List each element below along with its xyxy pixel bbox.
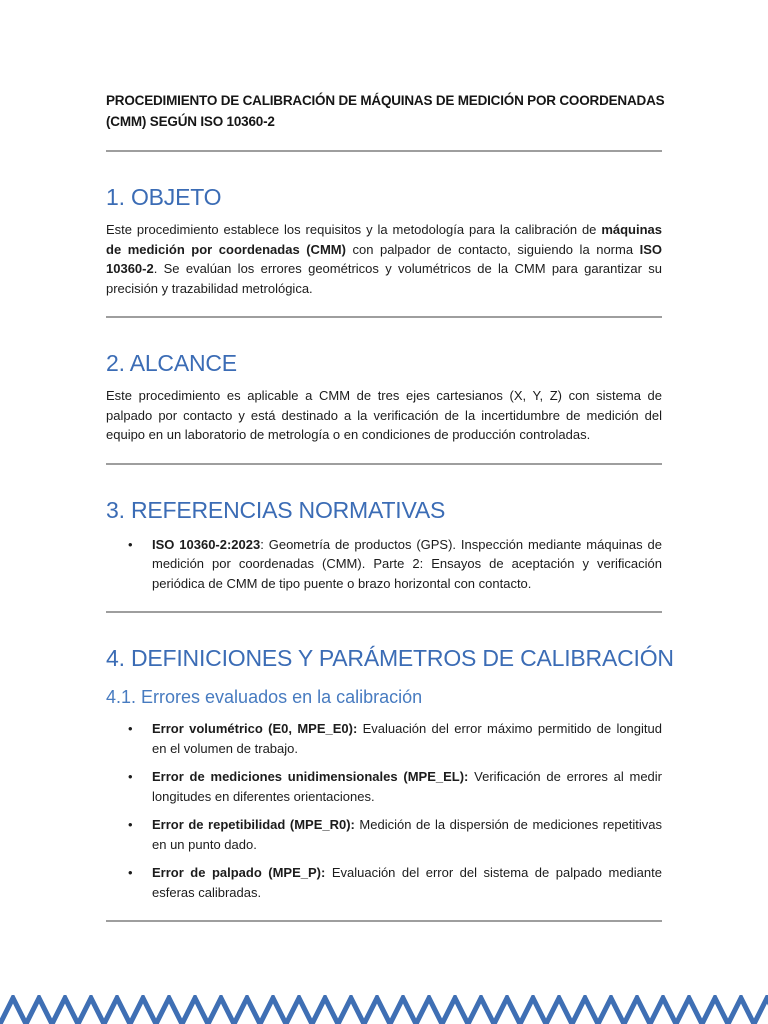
- list-item-text: Error de mediciones unidimensionales (MPE_EL): Verificación de errores al medir longitudes en diferentes orientaciones.: [152, 769, 662, 804]
- list-item-text: ISO 10360-2:2023: Geometría de productos (GPS). Inspección mediante máquinas de medición por coordenadas (CMM). Parte 2: Ensayos de aceptación y verificación periódica de CMM de tipo puente o brazo horizontal con contacto.: [152, 536, 662, 591]
- list-item: [128, 535, 662, 594]
- section-referencias: [106, 495, 662, 594]
- section-divider: [106, 611, 662, 613]
- list-item-text: Error de palpado (MPE_P): Evaluación del error del sistema de palpado mediante esferas calibradas.: [152, 865, 662, 900]
- section-heading-alcance: 2. ALCANCE: [106, 350, 237, 376]
- document-content: [106, 0, 674, 922]
- list-item: [128, 719, 662, 758]
- section-objeto: [106, 182, 662, 298]
- section-heading-objeto: 1. OBJETO: [106, 184, 222, 210]
- document-title: [106, 90, 665, 132]
- section-heading-definiciones: 4. DEFINICIONES Y PARÁMETROS DE CALIBRACIÓN: [106, 645, 674, 671]
- page-tear-zigzag-decoration: [0, 995, 768, 1024]
- document-title-line1: PROCEDIMIENTO DE CALIBRACIÓN DE MÁQUINAS DE MEDICIÓN POR COORDENADAS: [106, 93, 665, 108]
- list-item-text: Error volumétrico (E0, MPE_E0): Evaluación del error máximo permitido de longitud en el volumen de trabajo.: [152, 721, 662, 756]
- section-definiciones: [106, 643, 674, 902]
- list-item: [128, 863, 662, 902]
- section-divider: [106, 463, 662, 465]
- bullet-icon: •: [128, 536, 133, 552]
- list-item-text: Error de repetibilidad (MPE_R0): Medición de la dispersión de mediciones repetitivas en un punto dado.: [152, 817, 663, 852]
- section-divider: [106, 920, 662, 922]
- references-list: [106, 535, 662, 594]
- section-alcance: [106, 348, 662, 445]
- list-item: [128, 815, 662, 854]
- section-divider: [106, 150, 662, 152]
- bullet-icon: •: [128, 865, 133, 880]
- section-heading-referencias: 3. REFERENCIAS NORMATIVAS: [106, 496, 446, 523]
- document-title-line2: (CMM) SEGÚN ISO 10360-2: [106, 114, 275, 129]
- errors-list: [106, 719, 662, 902]
- subsection-heading-errores: 4.1. Errores evaluados en la calibración: [106, 687, 423, 707]
- list-item: [128, 767, 662, 806]
- paragraph-alcance: Este procedimiento es aplicable a CMM de tres ejes cartesianos (X, Y, Z) con sistema de palpado por contacto y está destinado a la verificación de la incertidumbre de medición del equipo en un laboratorio de metrología o en condiciones de producción controladas.: [106, 388, 662, 442]
- paragraph-objeto: Este procedimiento establece los requisitos y la metodología para la calibración de máquinas de medición por coordenadas (CMM) con palpador de contacto, siguiendo la norma ISO 10360-2. Se evalúan los errores geométricos y volumétricos de la CMM para garantizar su precisión y trazabilidad metrológica.: [106, 222, 662, 296]
- bullet-icon: •: [128, 769, 133, 784]
- bullet-icon: •: [128, 817, 133, 832]
- bullet-icon: •: [128, 721, 133, 736]
- section-divider: [106, 316, 662, 318]
